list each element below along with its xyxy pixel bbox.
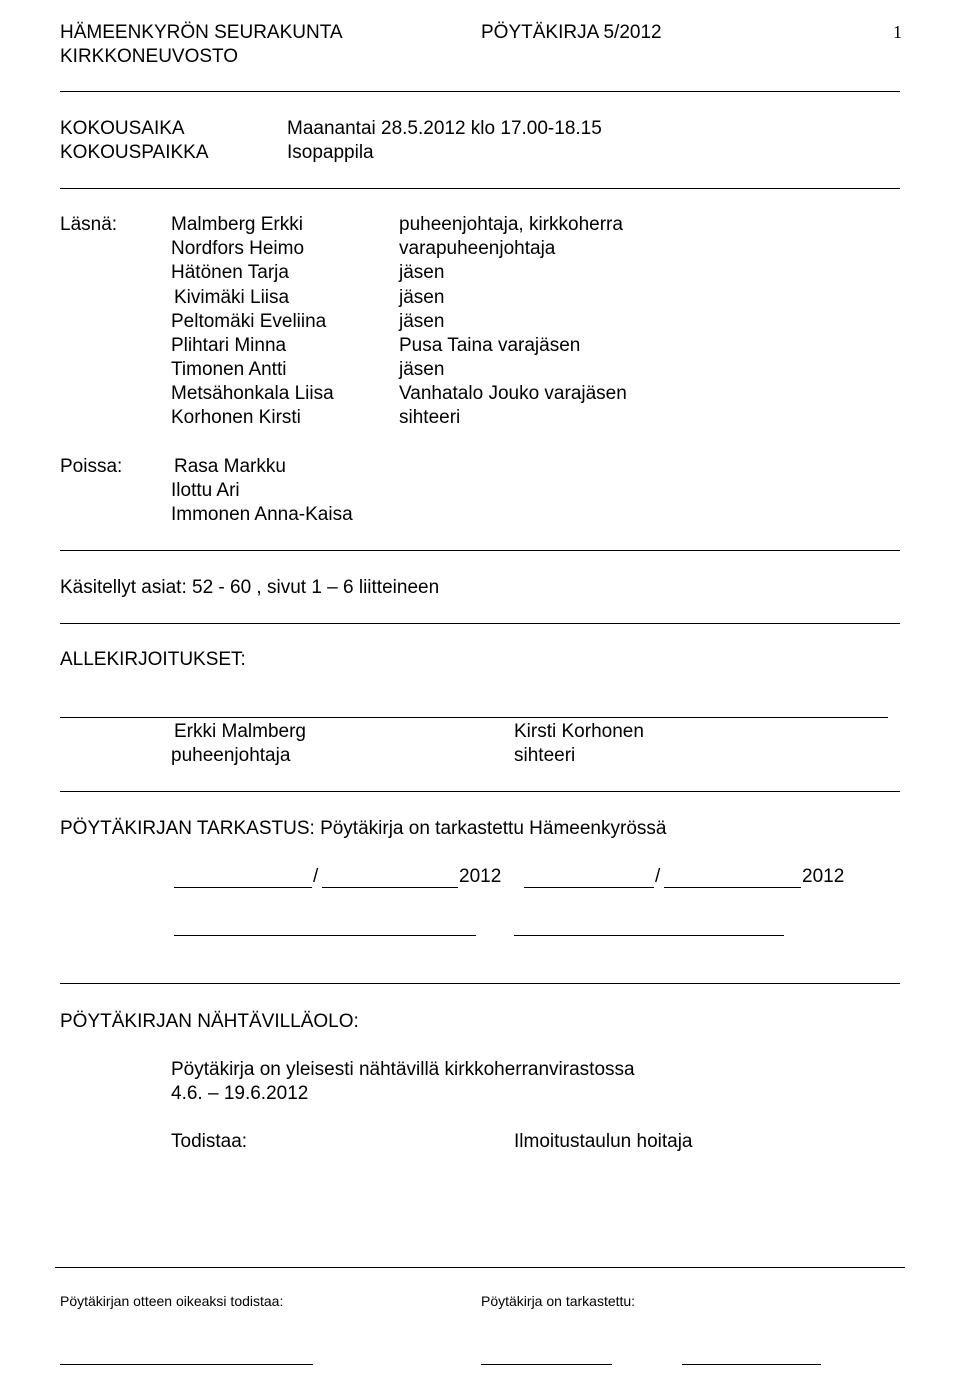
date-year: 2012 [802,866,845,887]
signature-line [60,717,888,718]
signatures-heading: ALLEKIRJOITUKSET: [60,649,246,670]
secretary-role: sihteeri [514,745,576,766]
divider [60,188,900,189]
meeting-place-label: KOKOUSPAIKKA [60,142,209,163]
attendee-name: Kivimäki Liisa [174,287,290,308]
footer-signature-line [481,1364,612,1365]
absent-name: Immonen Anna-Kaisa [171,504,353,525]
attendee-name: Peltomäki Eveliina [171,311,327,332]
footer-signature-line [682,1364,821,1365]
date-year: 2012 [459,866,502,887]
date-blank [524,887,654,888]
certify-label: Todistaa: [171,1131,248,1152]
attendee-name: Korhonen Kirsti [171,407,301,428]
footer-left-label: Pöytäkirjan otteen oikeaksi todistaa: [60,1293,284,1309]
document-title: PÖYTÄKIRJA 5/2012 [481,22,662,43]
organization-name: HÄMEENKYRÖN SEURAKUNTA [60,22,343,43]
date-blank [322,887,458,888]
date-separator: / [655,866,661,887]
footer-divider [55,1267,905,1268]
display-dates: 4.6. – 19.6.2012 [171,1083,309,1104]
meeting-time-label: KOKOUSAIKA [60,118,185,139]
display-text: Pöytäkirja on yleisesti nähtävillä kirkkoherranvirastossa [171,1059,635,1080]
review-heading: PÖYTÄKIRJAN TARKASTUS: Pöytäkirja on tarkastettu Hämeenkyrössä [60,818,667,839]
attendee-role: varapuheenjohtaja [399,238,556,259]
meeting-place-value: Isopappila [287,142,374,163]
date-blank [664,887,801,888]
signature-line [174,935,476,936]
attendee-role: Vanhatalo Jouko varajäsen [399,383,627,404]
divider [60,550,900,551]
absent-name: Rasa Markku [174,456,286,477]
date-blank [174,887,312,888]
attendee-role: jäsen [399,359,445,380]
signature-line [514,935,784,936]
attendee-name: Timonen Antti [171,359,287,380]
attendee-role: jäsen [399,287,445,308]
chair-role: puheenjohtaja [171,745,291,766]
divider [60,91,900,92]
absent-name: Ilottu Ari [171,480,240,501]
present-label: Läsnä: [60,214,118,235]
attendee-name: Nordfors Heimo [171,238,305,259]
display-heading: PÖYTÄKIRJAN NÄHTÄVILLÄOLO: [60,1011,359,1032]
attendee-name: Malmberg Erkki [171,214,303,235]
attendee-name: Hätönen Tarja [171,262,289,283]
council-name: KIRKKONEUVOSTO [60,46,239,67]
board-keeper-label: Ilmoitustaulun hoitaja [514,1131,693,1152]
attendee-role: sihteeri [399,407,461,428]
date-separator: / [313,866,319,887]
attendee-role: puheenjohtaja, kirkkoherra [399,214,623,235]
attendee-role: jäsen [399,262,445,283]
divider [60,791,900,792]
divider [60,983,900,984]
absent-label: Poissa: [60,456,123,477]
footer-right-label: Pöytäkirja on tarkastettu: [481,1293,636,1309]
attendee-role: jäsen [399,311,445,332]
chair-name: Erkki Malmberg [174,721,306,742]
divider [60,623,900,624]
attendee-name: Metsähonkala Liisa [171,383,334,404]
attendee-role: Pusa Taina varajäsen [399,335,581,356]
attendee-name: Plihtari Minna [171,335,287,356]
secretary-name: Kirsti Korhonen [514,721,644,742]
meeting-time-value: Maanantai 28.5.2012 klo 17.00-18.15 [287,118,602,139]
page-number: 1 [893,22,902,42]
footer-signature-line [60,1364,313,1365]
handled-items: Käsitellyt asiat: 52 - 60 , sivut 1 – 6 liitteineen [60,577,440,598]
